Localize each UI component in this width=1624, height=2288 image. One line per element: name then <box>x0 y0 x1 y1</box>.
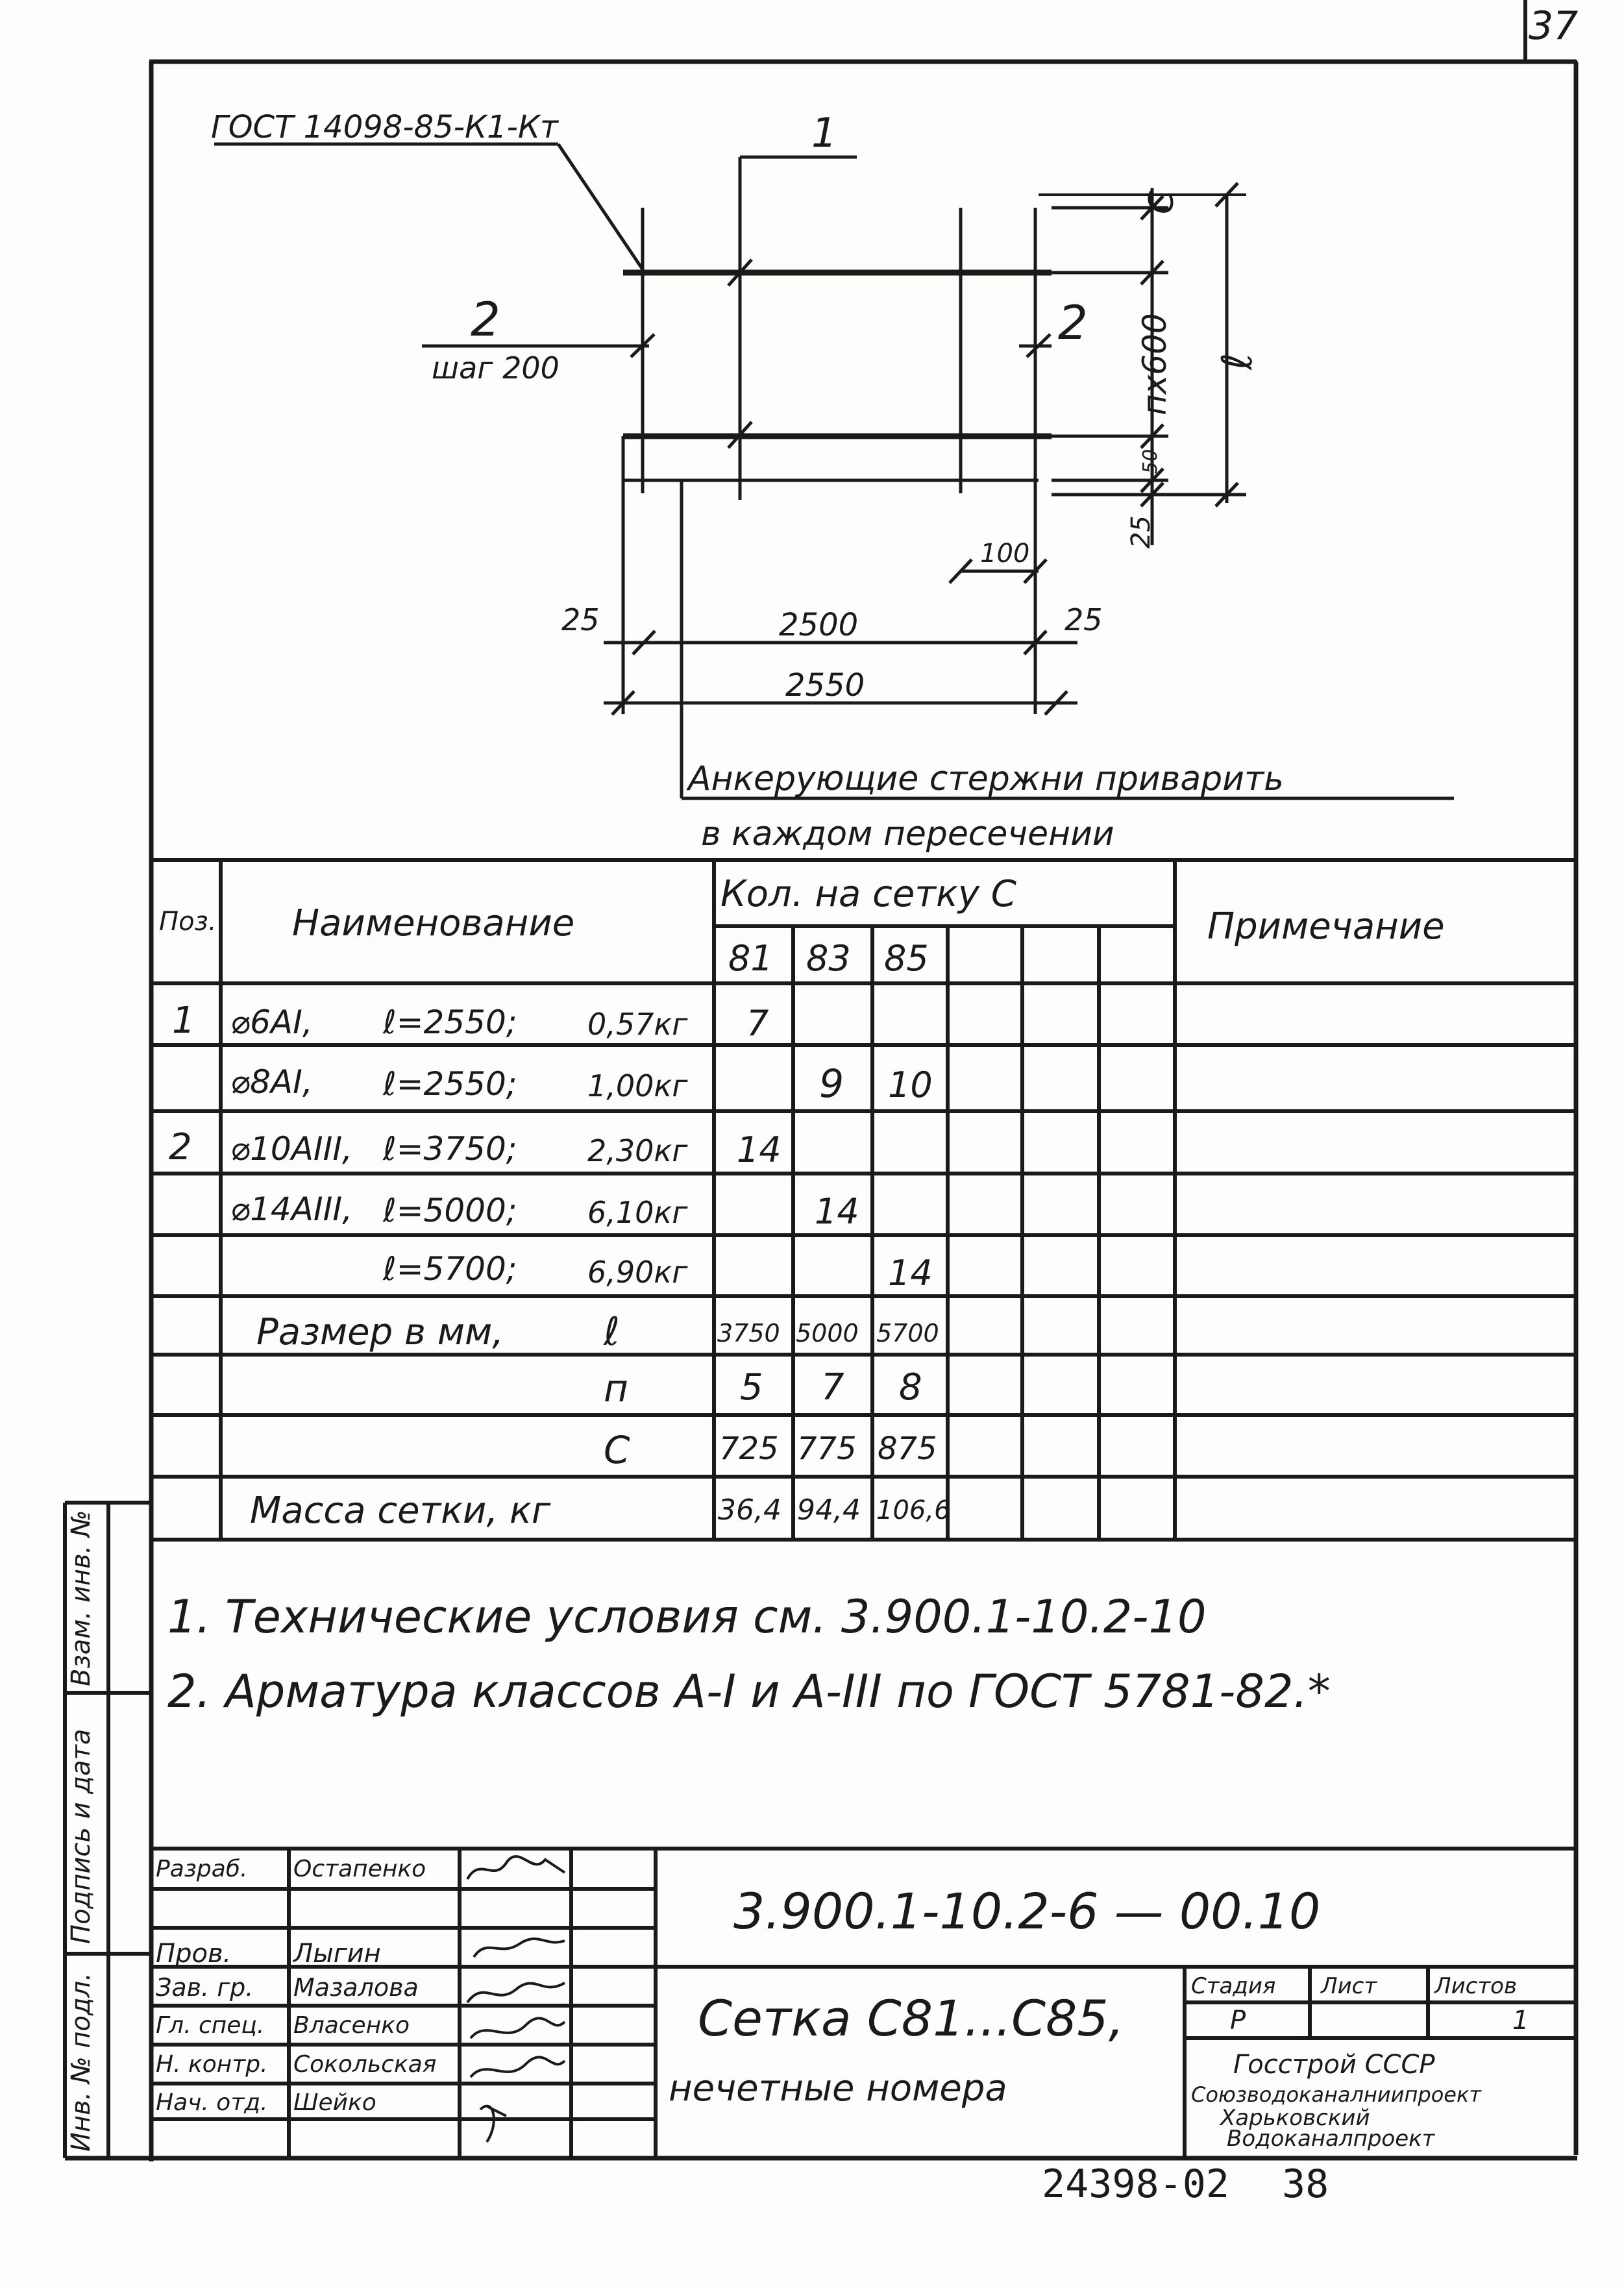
size-n-85: 8 <box>899 1366 922 1408</box>
dim-l: ℓ <box>1214 352 1262 370</box>
mass-83: 94,4 <box>797 1494 861 1527</box>
dim-25-right: 25 <box>1126 515 1156 548</box>
dim-25-left: 25 <box>561 602 600 637</box>
mass-81: 36,4 <box>718 1494 781 1527</box>
stage-label: Стадия <box>1191 1973 1276 1999</box>
role-4: Гл. спец. <box>156 2012 265 2039</box>
hdr-pos: Поз. <box>159 907 217 937</box>
name-6: Шейко <box>293 2089 376 2116</box>
spec-table-grid <box>151 860 1576 1540</box>
side-vzam: Взам. инв. № <box>66 1510 96 1686</box>
size-c-83: 775 <box>797 1431 857 1467</box>
row-1-len: ℓ=2550; <box>383 1003 517 1041</box>
size-l-81: 3750 <box>717 1319 780 1347</box>
size-n-81: 5 <box>740 1366 763 1408</box>
signatures <box>461 1850 571 2158</box>
row-2-bar: ⌀8АI, <box>230 1063 313 1101</box>
side-inv: Инв. № подл. <box>66 1973 96 2152</box>
pitch-label: шаг 200 <box>432 351 560 386</box>
sheet-number: 37 <box>1529 3 1579 49</box>
anchor-note-line2: в каждом пересечении <box>701 815 1114 854</box>
size-sym-l: ℓ <box>604 1309 620 1355</box>
size-label: Размер в мм, <box>256 1311 504 1353</box>
role-3: Зав. гр. <box>156 1973 254 2002</box>
role-2: Пров. <box>156 1939 232 1969</box>
name-3: Мазалова <box>293 1973 419 2002</box>
row-2-mass: 1,00кг <box>587 1068 688 1103</box>
section-mark: 1 <box>811 109 837 156</box>
org-line-1: Госстрой СССР <box>1233 2050 1435 2080</box>
mass-label: Масса сетки, кг <box>250 1490 551 1532</box>
size-c-85: 875 <box>878 1431 937 1467</box>
size-n-83: 7 <box>821 1366 844 1408</box>
row-3-len: ℓ=3750; <box>383 1130 517 1168</box>
role-1: Разраб. <box>156 1856 248 1882</box>
size-c-81: 725 <box>719 1431 779 1467</box>
name-5: Сокольская <box>293 2051 437 2078</box>
dim-2500: 2500 <box>779 607 859 643</box>
archive-number: 24398-02 <box>1042 2161 1229 2207</box>
row-2-q85: 10 <box>888 1064 933 1105</box>
org-line-2: Союзводоканалниипроект <box>1191 2082 1481 2107</box>
dim-c: С <box>1142 190 1181 214</box>
row-1-mass: 0,57кг <box>587 1007 688 1042</box>
note-1: 1. Технические условия см. 3.900.1-10.2-10 <box>167 1590 1207 1643</box>
title-line-2: нечетные номера <box>669 2067 1007 2110</box>
row-4-mass: 6,10кг <box>587 1195 688 1230</box>
hdr-qty: Кол. на сетку С <box>720 873 1016 915</box>
sheets-value: 1 <box>1512 2006 1529 2036</box>
dim-n600: пх600 <box>1136 313 1174 415</box>
hdr-note: Примечание <box>1207 905 1445 948</box>
col-83: 83 <box>806 938 851 979</box>
hdr-name: Наименование <box>292 902 575 944</box>
note-2: 2. Арматура классов А-I и А-III по ГОСТ 5781-82.* <box>167 1665 1331 1718</box>
size-sym-n: п <box>604 1366 628 1410</box>
row-5-mass: 6,90кг <box>587 1255 688 1290</box>
stage-value: Р <box>1230 2006 1246 2036</box>
col-85: 85 <box>884 938 929 979</box>
row-1-pos: 1 <box>172 1000 195 1042</box>
row-5-q85: 14 <box>888 1253 933 1294</box>
position-2-right: 2 <box>1058 295 1088 350</box>
designation: 3.900.1-10.2-6 — 00.10 <box>733 1882 1321 1940</box>
col-81: 81 <box>728 938 773 979</box>
name-2: Лыгин <box>293 1939 381 1969</box>
dim-100: 100 <box>980 539 1030 569</box>
row-3-q81: 14 <box>737 1129 781 1170</box>
gost-callout: ГОСТ 14098-85-К1-Кт <box>211 109 559 145</box>
title-line-1: Сетка С81...С85, <box>698 1989 1124 2047</box>
row-3-pos: 2 <box>169 1126 192 1168</box>
row-4-len: ℓ=5000; <box>383 1192 517 1229</box>
dim-50: 50 <box>1139 449 1162 474</box>
size-sym-c: С <box>604 1428 630 1472</box>
role-5: Н. контр. <box>156 2051 268 2078</box>
position-2-left: 2 <box>471 292 500 347</box>
sheets-label: Листов <box>1434 1973 1518 1999</box>
row-3-bar: ⌀10АIII, <box>230 1130 353 1168</box>
anchor-note-line1: Анкерующие стержни приварить <box>688 759 1284 798</box>
org-line-3: Харьковский <box>1220 2105 1370 2131</box>
mass-85: 106,6 <box>876 1495 951 1525</box>
row-4-q83: 14 <box>815 1191 859 1232</box>
archive-sheet: 38 <box>1282 2161 1329 2207</box>
row-2-q83: 9 <box>819 1061 844 1107</box>
dim-2550: 2550 <box>785 667 865 704</box>
name-4: Власенко <box>293 2012 410 2039</box>
row-4-bar: ⌀14АIII, <box>230 1190 353 1228</box>
name-1: Остапенко <box>293 1856 426 1882</box>
row-2-len: ℓ=2550; <box>383 1065 517 1103</box>
row-1-q81: 7 <box>746 1003 769 1044</box>
org-line-4: Водоканалпроект <box>1227 2126 1435 2152</box>
dim-25-b: 25 <box>1064 602 1103 637</box>
row-5-len: ℓ=5700; <box>383 1250 517 1288</box>
role-6: Нач. отд. <box>156 2089 268 2116</box>
row-3-mass: 2,30кг <box>587 1133 688 1168</box>
side-podpis: Подпись и дата <box>66 1728 96 1944</box>
row-1-bar: ⌀6АI, <box>230 1003 313 1041</box>
size-l-83: 5000 <box>796 1319 859 1347</box>
sheet-label: Лист <box>1321 1973 1377 1999</box>
size-l-85: 5700 <box>876 1319 939 1347</box>
